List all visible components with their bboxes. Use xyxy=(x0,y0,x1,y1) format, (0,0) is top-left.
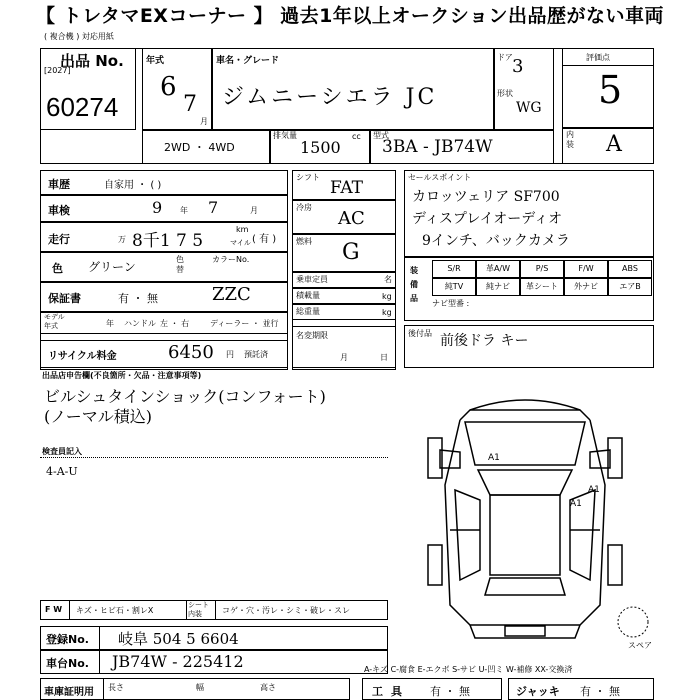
lot-year-tag: [2027] xyxy=(44,66,71,75)
damage-mark-1: A1 xyxy=(588,485,600,495)
shaken-label: 車検 xyxy=(48,204,70,217)
sales-point-label: セールスポイント xyxy=(408,173,472,182)
displacement-unit: cc xyxy=(352,132,361,141)
fuel-value: G xyxy=(342,240,360,265)
damage-legend: A-キズ C-腐食 E-エクボ S-サビ U-凹ミ W-補修 XX-交換済 xyxy=(364,665,573,674)
notes-line2: (ノーマル積込) xyxy=(44,407,153,426)
reg-deadline-label: 名変期限 xyxy=(296,331,328,340)
year-month-value: 7 xyxy=(183,92,197,117)
sales-point-line1: カロッツェリア SF700 xyxy=(412,189,560,205)
reg-deadline-day: 日 xyxy=(380,353,388,362)
score-value: 5 xyxy=(598,68,623,112)
gross-unit: kg xyxy=(382,308,392,317)
gross-label: 総重量 xyxy=(296,307,320,316)
reg-deadline-month: 月 xyxy=(340,353,348,362)
shaken-year: 9 xyxy=(152,198,163,217)
equip-tv: 純TV xyxy=(432,278,476,296)
jack-label: ジャッキ xyxy=(516,685,560,698)
cert-width: 幅 xyxy=(196,683,204,692)
equip-airbag: エアB xyxy=(608,278,652,296)
displacement-value: 1500 xyxy=(300,138,341,157)
equip-sr: S/R xyxy=(432,260,476,278)
shift-label: シフト xyxy=(296,173,320,182)
recycle-label: リサイクル料金 xyxy=(48,351,117,362)
defect-seat-label: シート内装 xyxy=(188,601,209,618)
fuel-label: 燃料 xyxy=(296,237,312,246)
doors-value: 3 xyxy=(512,56,524,77)
equip-fw: F/W xyxy=(564,260,608,278)
shaken-year-unit: 年 xyxy=(180,206,188,215)
header-title: 【 トレタマEXコーナー 】 過去1年以上オークション出品歴がない車両 xyxy=(35,5,665,27)
mileage-man-unit: 万 xyxy=(118,235,126,244)
katashiki-label: 型式 xyxy=(373,131,389,140)
notes-label: 出品店申告欄(不良箇所・欠品・注意事項等) xyxy=(42,371,202,380)
lot-number: 60274 xyxy=(46,92,119,122)
inspector-value: 4-A-U xyxy=(46,465,78,478)
registration-label: 登録No. xyxy=(46,633,89,646)
equip-navi: 純ナビ xyxy=(476,278,520,296)
damage-mark-2: A1 xyxy=(570,499,582,509)
shaken-month: 7 xyxy=(208,198,219,217)
handle-label: ハンドル xyxy=(124,319,156,328)
cert-length: 長さ xyxy=(108,683,124,692)
tools-options: 有 ・ 無 xyxy=(430,685,470,698)
damage-mark-3: A1 xyxy=(488,453,500,463)
inspector-label: 検査員記入 xyxy=(42,447,82,456)
model-year-unit: 年 xyxy=(106,319,114,328)
registration-value: 岐阜 504 5 6604 xyxy=(118,630,239,648)
cert-height: 高さ xyxy=(260,683,276,692)
recycle-unit: 円 xyxy=(226,350,234,359)
car-diagram xyxy=(400,390,650,650)
dealer-label: ディーラー ・ 並行 xyxy=(210,319,279,328)
post-install-label: 後付品 xyxy=(408,329,432,338)
equipment-row1 xyxy=(432,260,652,307)
defect-items: キズ・ヒビ石・割レX xyxy=(76,606,154,615)
sales-point-line2: ディスプレイオーディオ xyxy=(412,211,563,227)
equip-ext-navi: 外ナビ xyxy=(564,278,608,296)
doors-label: ドア xyxy=(497,53,513,62)
model-name: ジムニーシエラ JC xyxy=(222,85,438,110)
equip-leather-seat: 革シート xyxy=(520,278,564,296)
chassis-value: JB74W - 225412 xyxy=(112,652,244,671)
score-label: 評価点 xyxy=(586,53,610,62)
recycle-note: 預託済 xyxy=(244,350,268,359)
year-month-unit: 月 xyxy=(200,117,208,126)
drive-text: 2WD ・ 4WD xyxy=(164,141,235,154)
chassis-label: 車台No. xyxy=(46,657,89,670)
warranty-label: 保証書 xyxy=(48,292,81,305)
lot-label: 出品 No. xyxy=(60,52,124,70)
warranty-options: 有 ・ 無 xyxy=(118,292,158,305)
history-options: 自家用 ・ ( ) xyxy=(104,180,162,191)
defect-seat-items: コゲ・穴・汚レ・シミ・破レ・スレ xyxy=(222,606,350,615)
recycle-value: 6450 xyxy=(168,342,214,363)
post-install-value: 前後ドラ キー xyxy=(440,333,529,349)
equip-abs: ABS xyxy=(608,260,652,278)
model-label: 車名・グレード xyxy=(216,56,280,66)
capacity-unit: 名 xyxy=(384,275,392,284)
displacement-label: 排気量 xyxy=(273,131,297,140)
navi-type-label: ナビ型番 : xyxy=(432,299,470,308)
mileage-label: 走行 xyxy=(48,233,70,246)
mileage-value: 8千1 7 5 xyxy=(132,231,204,251)
equip-leather-aw: 革A/W xyxy=(476,260,520,278)
model-year-label: モデル年式 xyxy=(44,313,65,330)
color-change-label: 色替 xyxy=(176,255,184,274)
shaken-month-unit: 月 xyxy=(250,206,258,215)
history-label: 車歴 xyxy=(48,178,70,191)
katashiki-value: 3BA - JB74W xyxy=(382,137,493,157)
mileage-paren: ( 有 ) xyxy=(252,234,277,245)
color-no-label: カラーNo. xyxy=(212,255,250,264)
subnote: ( 複合機 ) 対応用紙 xyxy=(44,32,114,41)
mileage-unit-mile: マイル xyxy=(230,239,251,247)
defect-fw-label: F W xyxy=(45,605,63,614)
color-value: グリーン xyxy=(88,260,136,274)
handle-options: 左 ・ 右 xyxy=(160,319,190,328)
interior-label: 内装 xyxy=(566,130,574,149)
load-label: 積載量 xyxy=(296,291,320,300)
equipment-label: 装備品 xyxy=(410,266,418,303)
year-label: 年式 xyxy=(146,56,165,66)
interior-value: A xyxy=(606,132,622,157)
shape-label: 形状 xyxy=(497,89,513,98)
load-unit: kg xyxy=(382,292,392,301)
shift-value: FAT xyxy=(330,178,364,198)
color-no-value: ZZC xyxy=(212,284,251,305)
spare-tire-icon xyxy=(616,605,650,639)
cert-label: 車庫証明用 xyxy=(44,687,94,698)
jack-options: 有 ・ 無 xyxy=(580,685,620,698)
color-label: 色 xyxy=(52,262,63,275)
shape-value: WG xyxy=(516,100,542,116)
equip-ps: P/S xyxy=(520,260,564,278)
tools-label: 工具 xyxy=(372,685,410,698)
sales-point-line3: 9インチ、バックカメラ xyxy=(422,233,570,249)
aircon-value: AC xyxy=(338,208,365,229)
mileage-unit-km: km xyxy=(236,225,249,234)
aircon-label: 冷房 xyxy=(296,203,312,212)
spare-label: スペア xyxy=(628,641,652,650)
capacity-label: 乗車定員 xyxy=(296,275,328,284)
notes-line1: ビルシュタインショック(コンフォート) xyxy=(44,387,326,406)
inspector-line xyxy=(40,457,388,458)
year-era-value: 6 xyxy=(160,72,177,102)
